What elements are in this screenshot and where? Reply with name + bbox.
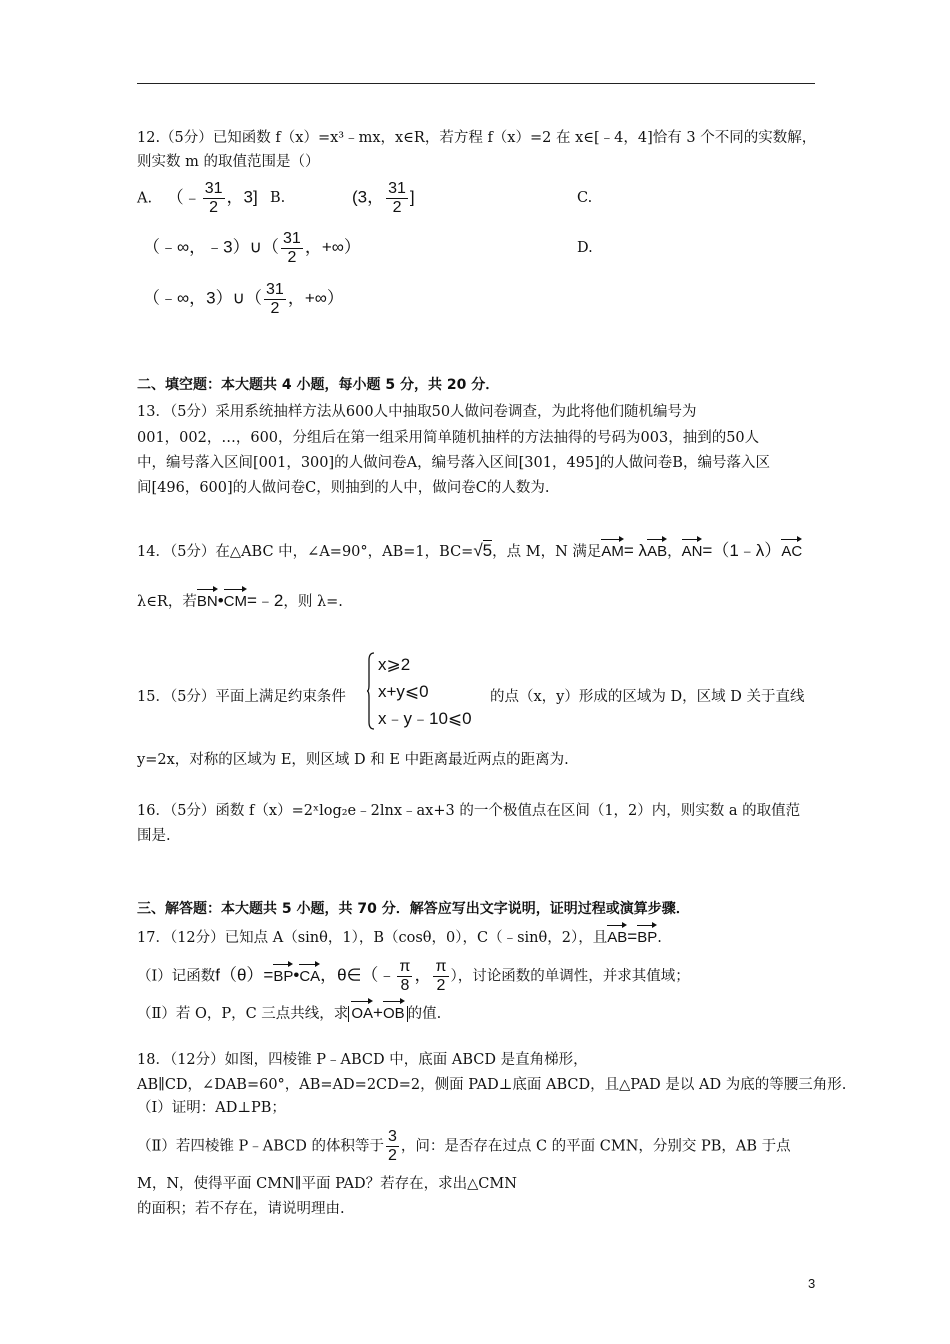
option-b-label: B.	[270, 190, 286, 206]
q14-line1-mid: ，点 M，N 满足	[492, 544, 602, 560]
section2-heading: 二、填空题：本大题共 4 小题，每小题 5 分，共 20 分．	[137, 377, 500, 393]
header-rule	[137, 83, 815, 84]
vector-bp: BP	[273, 961, 293, 987]
constraint-2: x+y⩽0	[378, 682, 429, 701]
dot-operator: •	[217, 591, 224, 610]
constraint-3: x﹣y﹣10⩽0	[378, 709, 472, 728]
q15-post: 的点（x，y）形成的区域为 D，区域 D 关于直线	[490, 689, 805, 705]
constraint-brace	[367, 652, 375, 730]
q12-line1: 12.（5分）已知函数 f（x）=x³﹣mx，x∈R，若方程 f（x）=2 在 x∈[﹣4，4]恰有 3 个不同的实数解，	[137, 130, 817, 146]
section3-heading: 三、解答题：本大题共 5 小题，共 70 分．解答应写出文字说明，证明过程或演算步骤．	[137, 901, 690, 917]
q14-line2	[137, 586, 343, 612]
pi-over-8: $\frac{\pi}{8}$	[399, 958, 411, 994]
q14-eq: =﹣2	[246, 591, 284, 610]
q15-line2: y=2x，对称的区域为 E，则区域 D 和 E 中距离最近两点的距离为.	[137, 752, 569, 768]
q14-line1	[137, 536, 802, 562]
q18-line2: AB∥CD，∠DAB=60°，AB=AD=2CD=2，侧面 PAD⊥底面 ABCD，且△PAD 是以 AD 为底的等腰三角形.	[137, 1077, 847, 1093]
sqrt-value: 5	[482, 541, 493, 560]
vector-ob: OB	[383, 998, 405, 1024]
q17-part1-pre: （Ⅰ）记函数	[137, 968, 216, 985]
theta-range: ，θ∈（﹣	[320, 965, 396, 985]
vector-ab: AB	[607, 922, 627, 948]
page-number: 3	[808, 1276, 816, 1291]
q15-pre: 15．（5分）平面上满足约束条件	[137, 689, 346, 705]
q14-line1-pre: 14．（5分）在△ABC 中，∠A=90°，AB=1，BC=	[137, 544, 474, 560]
option-b-fraction: $\frac{31}{2}$	[388, 180, 406, 216]
volume-fraction: $\frac{3}{2}$	[387, 1128, 397, 1164]
q12-line2: 则实数 m 的取值范围是（）	[137, 154, 320, 170]
q18-line4-post: ，问：是否存在过点 C 的平面 CMN，分别交 PB，AB 于点	[400, 1138, 791, 1155]
vector-sum-magnitude	[348, 1003, 407, 1022]
q13-line3: 中，编号落入区间[001，300]的人做问卷A，编号落入区间[301，495]的人做问卷B，编号落入区	[137, 455, 770, 471]
comma: ，	[414, 965, 432, 985]
q12-option-a	[137, 180, 258, 217]
q18-line6: 的面积；若不存在，请说明理由.	[137, 1201, 345, 1217]
q17-line1-pre: 17．（12分）已知点 A（sinθ，1），B（cosθ，0），C（﹣sinθ，2），且	[137, 930, 608, 946]
q17-line1	[137, 922, 662, 948]
q18-line4	[137, 1128, 791, 1165]
function-f-theta: f（θ）=	[215, 965, 274, 985]
option-d-post: ，+∞）	[287, 288, 344, 308]
option-b-pre: (3，	[352, 187, 385, 207]
plus: +	[373, 1003, 383, 1022]
option-d-fraction: $\frac{31}{2}$	[266, 281, 284, 317]
option-d-label: D.	[577, 240, 593, 256]
option-c-pre: （﹣∞，﹣3）∪（	[143, 237, 280, 257]
option-a-fraction: $\frac{31}{2}$	[204, 180, 223, 216]
q17-part2-post: 的值.	[407, 1006, 442, 1022]
option-c-fraction: $\frac{31}{2}$	[283, 230, 301, 266]
q17-part2	[137, 998, 441, 1024]
q14-line2-pre: λ∈R，若	[137, 594, 197, 610]
comma: ，	[667, 544, 682, 560]
vector-an: AN	[682, 536, 703, 562]
q17-part1-post: ），讨论函数的单调性，并求其值域；	[450, 968, 690, 985]
eq-one-minus-lambda: =（1﹣λ）	[702, 541, 782, 560]
q18-line1: 18．（12分）如图，四棱锥 P﹣ABCD 中，底面 ABCD 是直角梯形，	[137, 1052, 588, 1068]
vector-ab: AB	[647, 536, 667, 562]
q12-option-b	[352, 180, 415, 217]
pi-over-2: $\frac{\pi}{2}$	[435, 958, 447, 994]
sqrt-symbol: √	[473, 541, 483, 560]
q16-line2: 围是.	[137, 828, 171, 844]
equals: =	[627, 927, 638, 946]
q13-line1: 13．（5分）采用系统抽样方法从600人中抽取50人做问卷调查，为此将他们随机编号为	[137, 404, 697, 420]
q18-line4-pre: （Ⅱ）若四棱锥 P﹣ABCD 的体积等于	[137, 1138, 384, 1155]
vector-ca: CA	[299, 961, 320, 987]
vector-ac: AC	[781, 536, 802, 562]
q18-line5: M，N，使得平面 CMN∥平面 PAD？若存在，求出△CMN	[137, 1176, 517, 1192]
vector-cm: CM	[224, 586, 247, 612]
dot-operator: •	[293, 965, 300, 985]
option-a-post: ，3]	[226, 187, 258, 207]
period: .	[657, 930, 662, 946]
vector-bn: BN	[197, 586, 218, 612]
vector-oa: OA	[351, 998, 373, 1024]
option-d-pre: （﹣∞，3）∪（	[143, 288, 263, 308]
option-c-label: C.	[577, 190, 593, 206]
q16-line1: 16．（5分）函数 f（x）=2ˣlog₂e﹣2lnx﹣ax+3 的一个极值点在区间（1，2）内，则实数 a 的取值范	[137, 803, 801, 819]
q18-line3: （Ⅰ）证明：AD⊥PB；	[137, 1100, 286, 1116]
option-c-post: ，+∞）	[304, 237, 361, 257]
q17-part1	[137, 958, 690, 995]
eq-lambda: = λ	[623, 541, 648, 560]
vector-am: AM	[601, 536, 624, 562]
q17-part2-pre: （Ⅱ）若 O，P，C 三点共线，求	[137, 1006, 349, 1022]
q14-line2-post: ，则 λ=.	[283, 594, 343, 610]
q12-option-c	[143, 230, 361, 267]
option-a-pre: （﹣	[166, 187, 201, 207]
option-a-label: A.	[137, 190, 153, 207]
constraint-1: x⩾2	[378, 655, 411, 674]
vector-bp: BP	[637, 922, 657, 948]
option-b-post: ]	[409, 187, 415, 207]
q13-line2: 001，002，…，600，分组后在第一组采用简单随机抽样的方法抽得的号码为003，抽到的50人	[137, 430, 760, 446]
q13-line4: 间[496，600]的人做问卷C，则抽到的人中，做问卷C的人数为.	[137, 480, 550, 496]
q12-option-d	[143, 281, 344, 318]
